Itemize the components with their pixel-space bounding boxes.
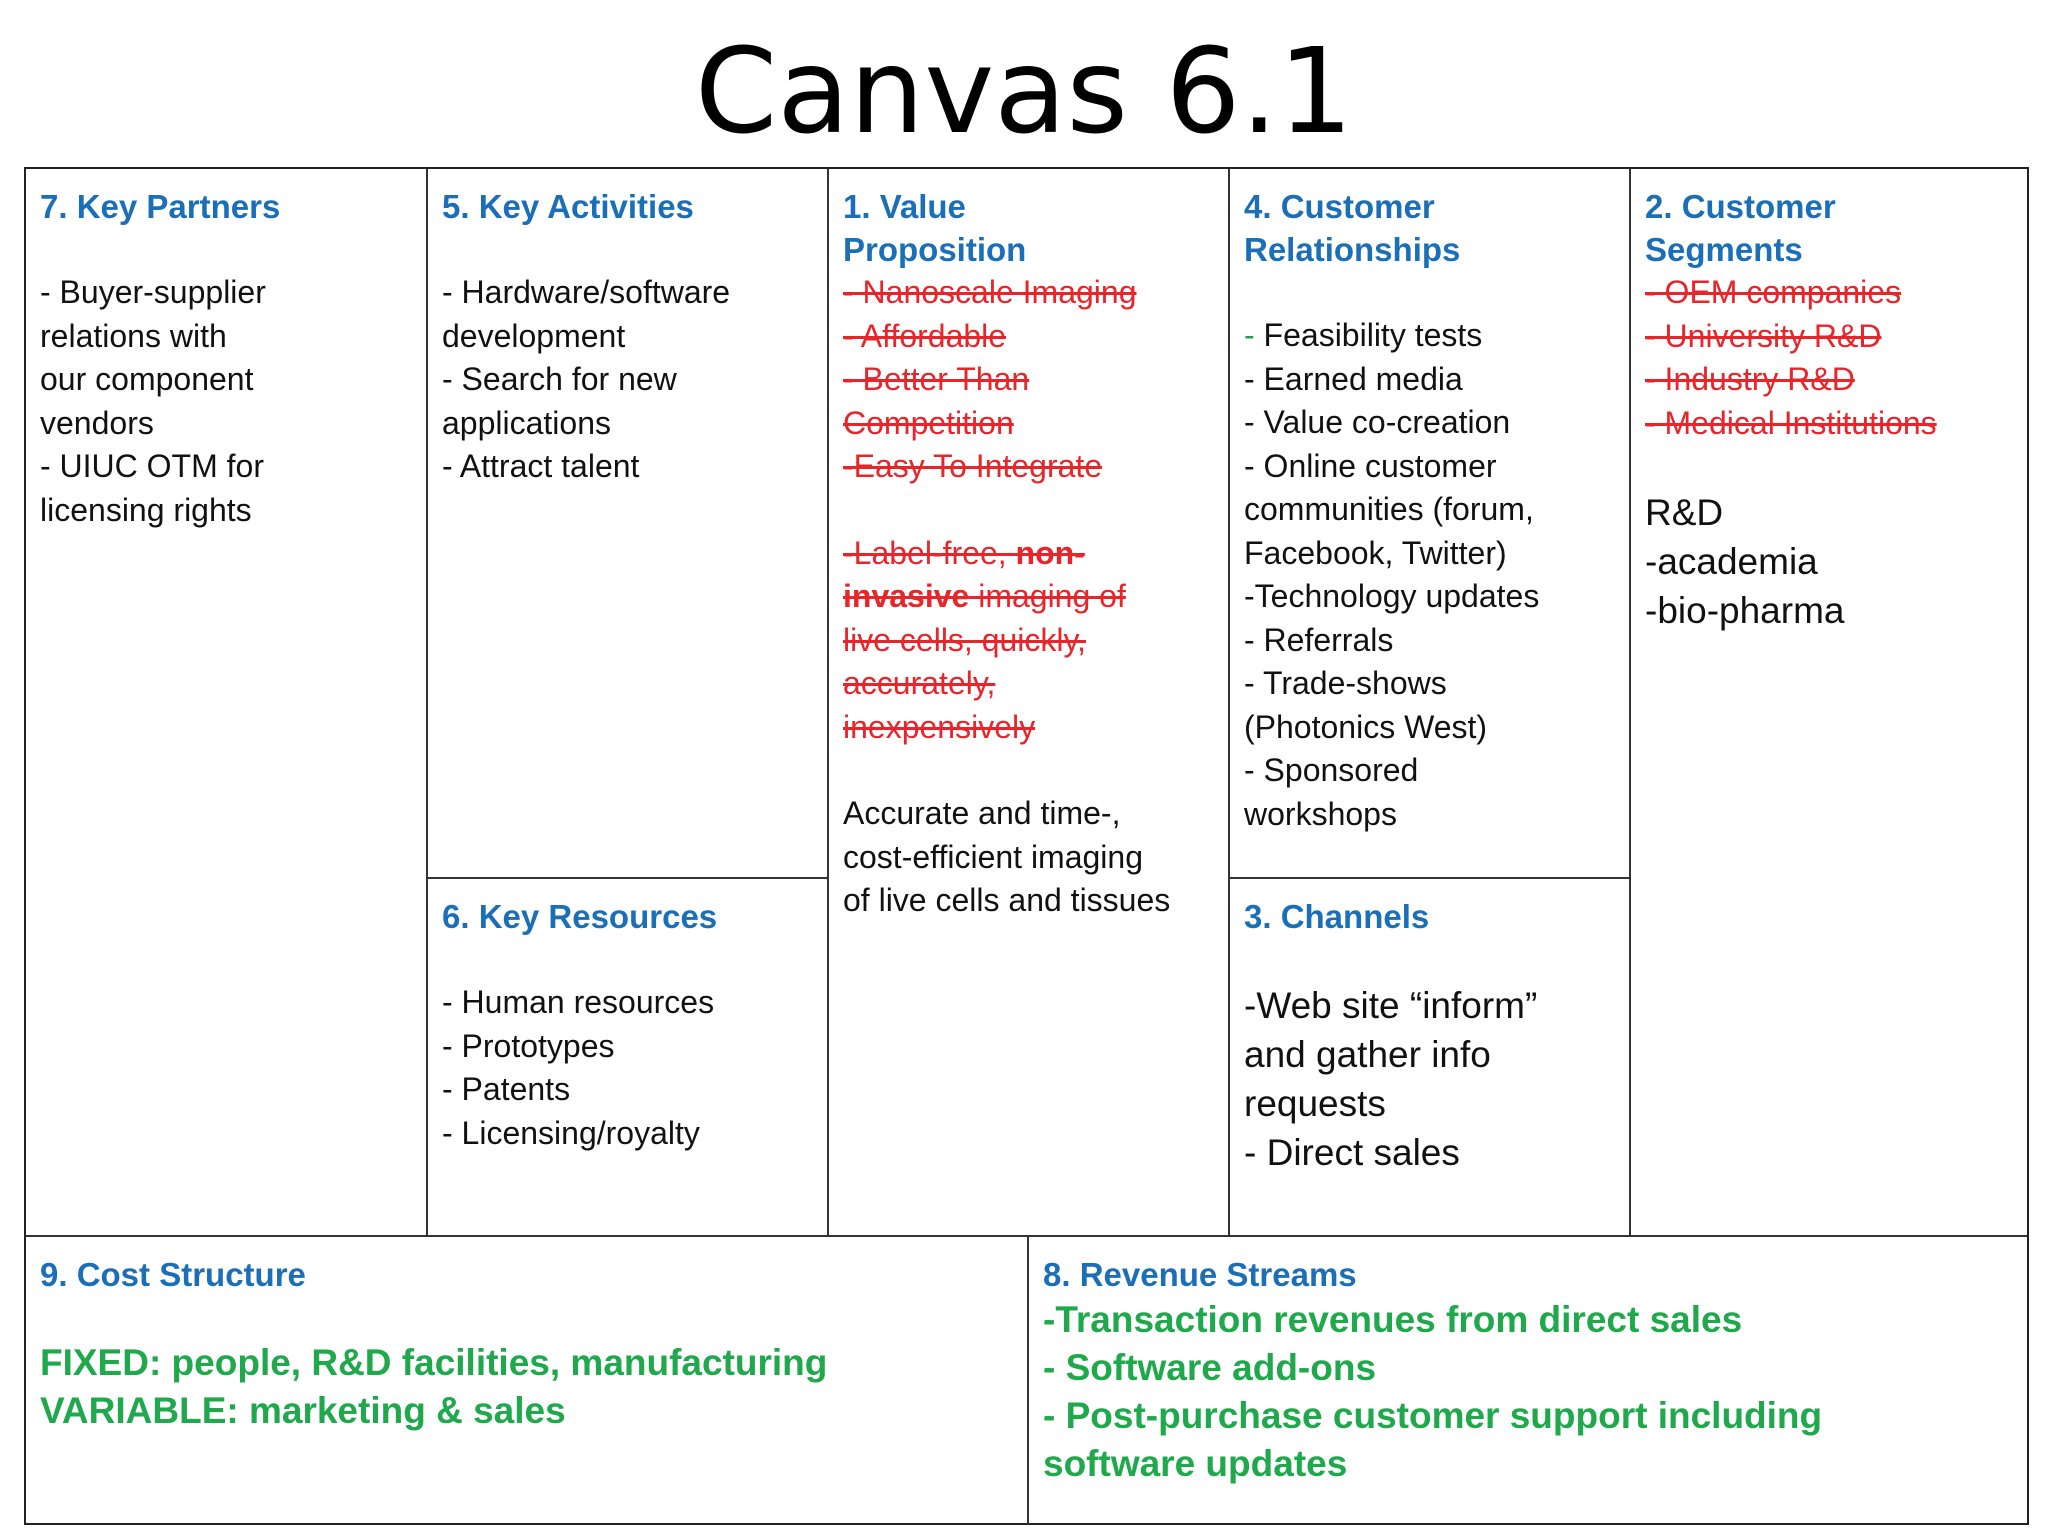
cost-item: FIXED: people, R&D facilities, manufacturing <box>40 1342 828 1383</box>
customer-segments-heading: Segments <box>1645 231 1803 268</box>
value-proposition-block <box>829 169 1228 1235</box>
list-item: - Hardware/software <box>442 274 731 310</box>
struck-text: live cells, quickly, <box>843 621 1087 658</box>
segment-item: R&D <box>1645 492 1724 533</box>
list-item: licensing rights <box>40 491 252 528</box>
struck-item: - University R&D <box>1645 317 1882 354</box>
green-dash: - <box>1244 317 1255 353</box>
list-item: - Patents <box>442 1071 571 1107</box>
struck-text: inexpensively <box>843 708 1036 745</box>
key-activities-heading: 5. Key Activities <box>442 188 694 225</box>
list-item: - Trade-shows <box>1244 665 1447 701</box>
customer-relationships-block <box>1230 169 1629 877</box>
list-item: - Value co-creation <box>1244 404 1511 440</box>
struck-item: - Better Than <box>843 361 1030 397</box>
segment-item: -academia <box>1645 541 1818 582</box>
key-resources-heading: 6. Key Resources <box>442 898 718 935</box>
cost-structure-heading: 9. Cost Structure <box>40 1256 306 1293</box>
list-item: - Buyer-supplier <box>40 274 266 310</box>
struck-bold-text: non- <box>1015 534 1085 571</box>
struck-statement <box>843 532 1214 576</box>
value-proposition-heading: Proposition <box>843 231 1027 268</box>
list-item: - Sponsored <box>1244 752 1419 788</box>
list-item: - Direct sales <box>1244 1132 1460 1173</box>
channels-block <box>1230 879 1629 1235</box>
list-item: - Licensing/royalty <box>442 1114 700 1151</box>
customer-segments-block <box>1631 169 2029 1235</box>
list-item: vendors <box>40 404 154 441</box>
cost-structure-block <box>26 1237 1027 1525</box>
revenue-item: - Post-purchase customer support including <box>1043 1395 1823 1436</box>
list-item: development <box>442 317 626 354</box>
value-statement: cost-efficient imaging <box>843 838 1143 875</box>
list-item: - Attract talent <box>442 448 640 484</box>
cost-item: VARIABLE: marketing & sales <box>40 1390 566 1431</box>
list-item: -Web site “inform” <box>1244 985 1538 1026</box>
list-item: - UIUC OTM for <box>40 448 264 484</box>
struck-item: -Easy To Integrate <box>843 448 1103 484</box>
list-item: and gather info <box>1244 1034 1491 1075</box>
list-item: (Photonics West) <box>1244 708 1488 745</box>
struck-item: - Nanoscale Imaging <box>843 274 1137 310</box>
list-item: workshops <box>1244 795 1397 832</box>
list-item: communities (forum, <box>1244 491 1534 527</box>
list-item: relations with <box>40 317 227 354</box>
revenue-item: software updates <box>1043 1443 1348 1484</box>
value-proposition-heading: 1. Value <box>843 188 966 225</box>
struck-text: imaging of <box>969 578 1126 614</box>
value-statement: of live cells and tissues <box>843 882 1171 918</box>
customer-relationships-heading: 4. Customer <box>1244 188 1435 225</box>
struck-statement <box>843 575 1214 619</box>
revenue-streams-heading: 8. Revenue Streams <box>1043 1256 1357 1293</box>
struck-item: Competition <box>843 404 1014 441</box>
value-statement: Accurate and time-, <box>843 795 1121 831</box>
channels-heading: 3. Channels <box>1244 898 1430 935</box>
list-item: - Earned media <box>1244 360 1463 397</box>
list-item: - Online customer <box>1244 447 1497 484</box>
list-item: our component <box>40 361 254 397</box>
struck-bold-text: invasive <box>843 578 970 614</box>
business-model-canvas <box>24 167 2029 1525</box>
list-item: - Search for new <box>442 361 677 397</box>
revenue-streams-block <box>1029 1237 2027 1525</box>
struck-text: -Label-free, <box>843 534 1016 571</box>
list-item: - Referrals <box>1244 621 1394 658</box>
list-item-text: Feasibility tests <box>1254 317 1483 353</box>
list-item: - Prototypes <box>442 1027 615 1064</box>
key-partners-block <box>26 169 426 1235</box>
list-item: requests <box>1244 1083 1386 1124</box>
list-item <box>1244 314 1615 358</box>
customer-segments-heading: 2. Customer <box>1645 188 1836 225</box>
struck-item: - OEM companies <box>1645 274 1902 310</box>
customer-relationships-heading: Relationships <box>1244 231 1461 268</box>
page-title: Canvas 6.1 <box>694 22 1354 160</box>
struck-item: - Industry R&D <box>1645 361 1855 397</box>
list-item: Facebook, Twitter) <box>1244 534 1507 571</box>
segment-item: -bio-pharma <box>1645 590 1845 631</box>
revenue-item: -Transaction revenues from direct sales <box>1043 1299 1743 1340</box>
struck-text: accurately, <box>843 665 996 701</box>
list-item: - Human resources <box>442 984 715 1020</box>
revenue-item: - Software add-ons <box>1043 1347 1377 1388</box>
key-resources-block <box>428 879 827 1235</box>
list-item: -Technology updates <box>1244 578 1540 614</box>
key-activities-block <box>428 169 827 877</box>
list-item: applications <box>442 404 611 441</box>
struck-item: - Affordable <box>843 317 1007 354</box>
key-partners-heading: 7. Key Partners <box>40 188 281 225</box>
struck-item: - Medical Institutions <box>1645 404 1937 441</box>
